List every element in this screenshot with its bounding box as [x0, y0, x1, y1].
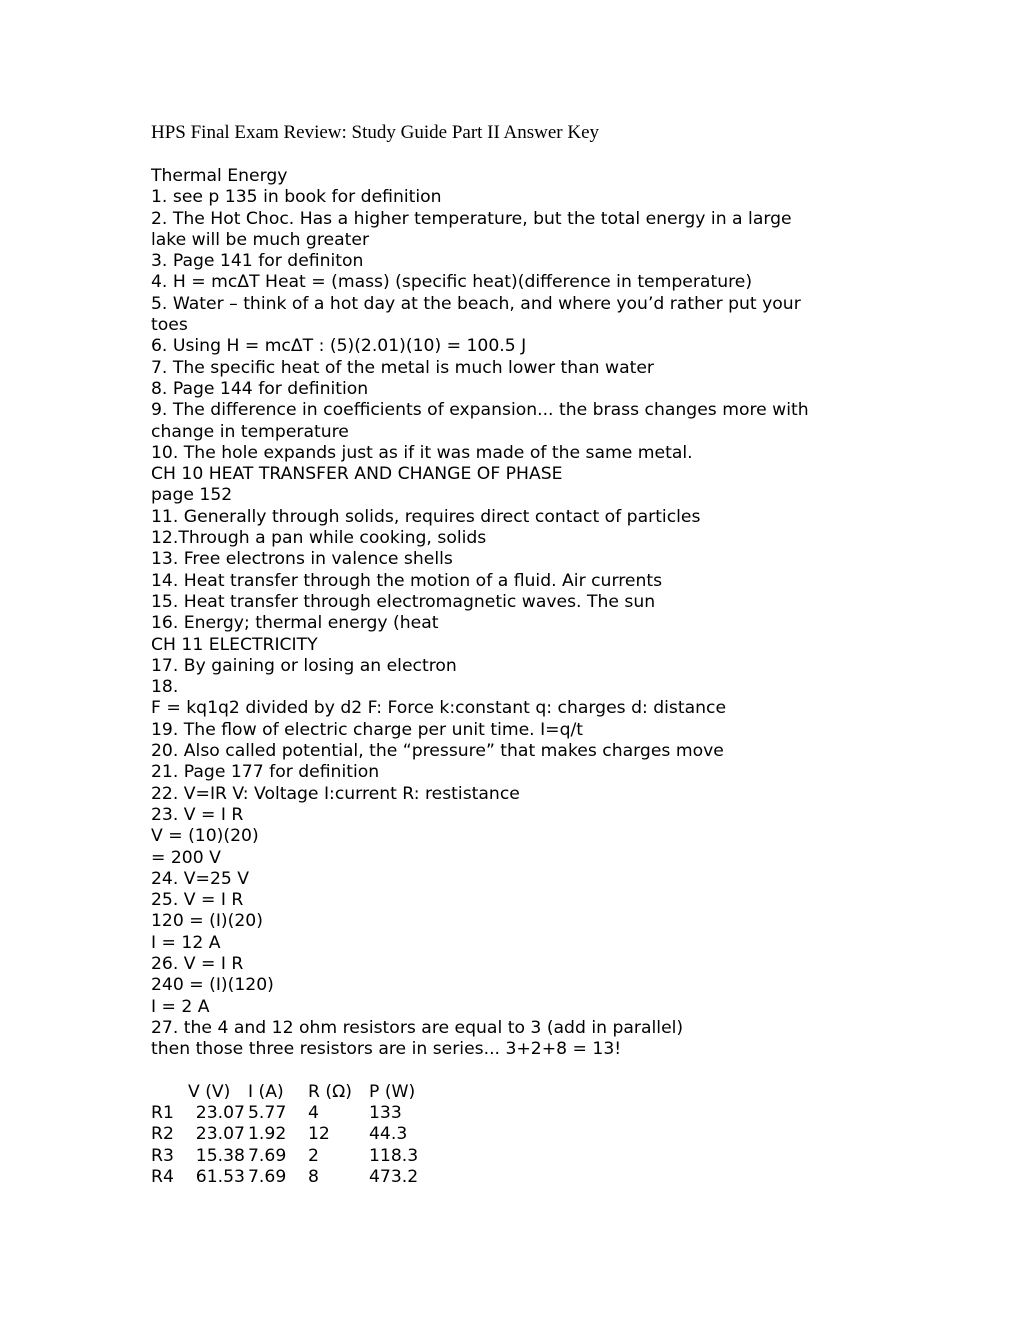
table-header-cell: R (Ω): [308, 1081, 352, 1102]
document-page: [151, 120, 871, 1188]
document-title: HPS Final Exam Review: Study Guide Part II Answer Key: [151, 122, 600, 143]
answer-line: 240 = (I)(120): [151, 975, 274, 996]
table-header-cell: P (W): [369, 1081, 416, 1102]
answer-line: 11. Generally through solids, requires direct contact of particles: [151, 506, 701, 527]
table-cell: 7.69: [248, 1145, 287, 1166]
table-cell: 473.2: [369, 1166, 419, 1187]
table-cell: 44.3: [369, 1124, 408, 1145]
answer-line: 2. The Hot Choc. Has a higher temperature, but the total energy in a large: [151, 208, 792, 229]
answer-line: 18.: [151, 677, 179, 698]
table-cell: R3: [151, 1145, 174, 1166]
table-cell: R2: [151, 1124, 174, 1145]
table-cell: 1.92: [248, 1124, 287, 1145]
table-cell: R1: [151, 1103, 174, 1124]
table-cell: 2: [308, 1145, 319, 1166]
table-cell: 4: [308, 1103, 319, 1124]
answer-line: 22. V=IR V: Voltage I:current R: restistance: [151, 783, 520, 804]
answer-line: 13. Free electrons in valence shells: [151, 549, 453, 570]
answer-line: 15. Heat transfer through electromagnetic waves. The sun: [151, 591, 656, 612]
answer-line: 5. Water – think of a hot day at the beach, and where you’d rather put your: [151, 293, 801, 314]
table-header-cell: V (V): [188, 1081, 231, 1102]
answer-line: 9. The difference in coefficients of expansion... the brass changes more with: [151, 400, 809, 421]
answer-line: 16. Energy; thermal energy (heat: [151, 613, 439, 634]
answer-line: 26. V = I R: [151, 953, 244, 974]
answer-line: change in temperature: [151, 421, 349, 442]
answer-line: then those three resistors are in series... 3+2+8 = 13!: [151, 1039, 622, 1060]
answer-line: 24. V=25 V: [151, 868, 250, 889]
table-cell: 7.69: [248, 1166, 287, 1187]
table-cell: 23.07: [195, 1103, 245, 1124]
section-heading-ch11: CH 11 ELECTRICITY: [151, 634, 318, 655]
table-cell: 61.53: [195, 1166, 245, 1187]
answer-line: 4. H = mcΔT Heat = (mass) (specific heat)(difference in temperature): [151, 272, 753, 293]
table-row: [151, 1124, 439, 1145]
answer-line: 7. The specific heat of the metal is much lower than water: [151, 357, 655, 378]
answer-line: lake will be much greater: [151, 229, 370, 250]
table-cell: R4: [151, 1166, 174, 1187]
table-header-cell: [151, 1082, 188, 1103]
table-header-row: [151, 1082, 439, 1103]
table-row: [151, 1167, 439, 1188]
answer-line: 17. By gaining or losing an electron: [151, 655, 457, 676]
table-cell: 15.38: [195, 1145, 245, 1166]
table-header-cell: I (A): [248, 1081, 284, 1102]
table-cell: 23.07: [195, 1124, 245, 1145]
section-heading-thermal-energy: Thermal Energy: [151, 166, 288, 186]
table-row: [151, 1103, 439, 1124]
answer-line: 3. Page 141 for definiton: [151, 251, 364, 272]
table-cell: 12: [308, 1124, 330, 1145]
answer-line: 12.Through a pan while cooking, solids: [151, 528, 487, 549]
answer-line: 19. The flow of electric charge per unit time. I=q/t: [151, 719, 584, 740]
answer-line: 25. V = I R: [151, 890, 244, 911]
answer-line: 6. Using H = mcΔT : (5)(2.01)(10) = 100.5 J: [151, 336, 527, 357]
table-cell: 5.77: [248, 1103, 287, 1124]
answer-line: page 152: [151, 485, 233, 506]
answer-line: 1. see p 135 in book for definition: [151, 187, 442, 208]
answer-line: 120 = (I)(20): [151, 911, 263, 932]
answer-line: I = 12 A: [151, 932, 221, 953]
answer-line: 14. Heat transfer through the motion of a fluid. Air currents: [151, 570, 663, 591]
table-row: [151, 1146, 439, 1167]
answer-line: V = (10)(20): [151, 826, 259, 847]
answer-line: toes: [151, 315, 188, 336]
coulomb-law-formula: F = kq1q2 divided by d2 F: Force k:constant q: charges d: distance: [151, 698, 727, 719]
answer-line: 10. The hole expands just as if it was made of the same metal.: [151, 442, 693, 463]
answer-line: 23. V = I R: [151, 804, 244, 825]
answer-line: 21. Page 177 for definition: [151, 762, 380, 783]
answer-line: = 200 V: [151, 847, 221, 868]
table-cell: 118.3: [369, 1145, 419, 1166]
answer-line: 27. the 4 and 12 ohm resistors are equal to 3 (add in parallel): [151, 1017, 684, 1038]
answer-line: 20. Also called potential, the “pressure” that makes charges move: [151, 741, 724, 762]
resistor-table: [151, 1082, 439, 1188]
answer-text-block: [151, 166, 871, 1082]
table-cell: 133: [369, 1103, 402, 1124]
blank-line: [151, 1060, 871, 1081]
answer-line: I = 2 A: [151, 996, 210, 1017]
answer-line: 8. Page 144 for definition: [151, 378, 369, 399]
table-cell: 8: [308, 1166, 319, 1187]
section-heading-ch10: CH 10 HEAT TRANSFER AND CHANGE OF PHASE: [151, 464, 563, 485]
